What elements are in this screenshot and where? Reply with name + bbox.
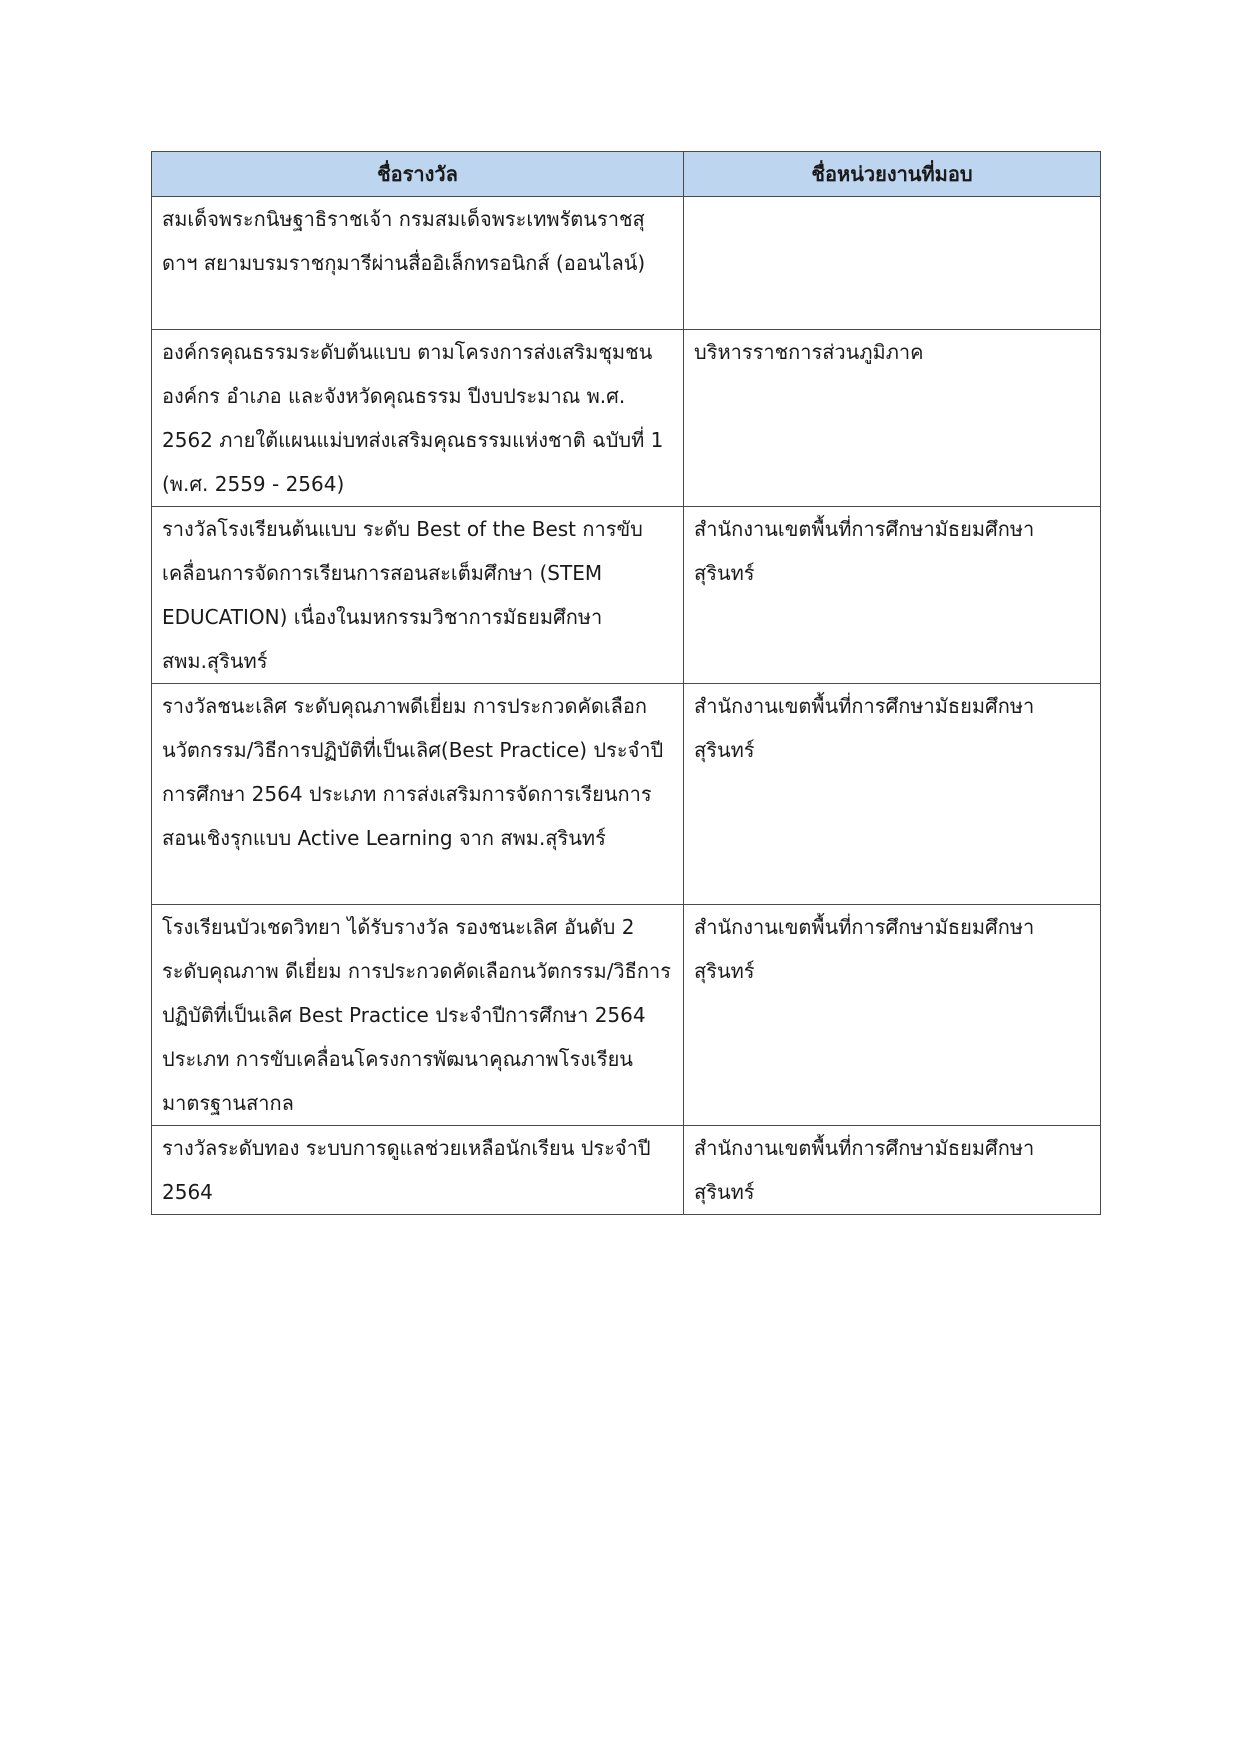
table-row xyxy=(152,905,1101,1126)
table-row xyxy=(152,1126,1101,1215)
table-row xyxy=(152,197,1101,330)
agency-cell: สำนักงานเขตพื้นที่การศึกษามัธยมศึกษาสุรินทร์ xyxy=(684,507,1101,684)
header-row xyxy=(152,152,1101,197)
table-body xyxy=(152,197,1101,1215)
header-award-name: ชื่อรางวัล xyxy=(152,152,684,197)
table-row xyxy=(152,330,1101,507)
award-cell: โรงเรียนบัวเชดวิทยา ได้รับรางวัล รองชนะเลิศ อันดับ 2 ระดับคุณภาพ ดีเยี่ยม การประกวดคัดเลือกนวัตกรรม/วิธีการปฏิบัติที่เป็นเลิศ Best Practice ประจำปีการศึกษา 2564 ประเภท การขับเคลื่อนโครงการพัฒนาคุณภาพโรงเรียนมาตรฐานสากล xyxy=(152,905,684,1126)
award-cell: องค์กรคุณธรรมระดับต้นแบบ ตามโครงการส่งเสริมชุมชน องค์กร อำเภอ และจังหวัดคุณธรรม ปีงบประมาณ พ.ศ. 2562 ภายใต้แผนแม่บทส่งเสริมคุณธรรมแห่งชาติ ฉบับที่ 1 (พ.ศ. 2559 - 2564) xyxy=(152,330,684,507)
award-cell: สมเด็จพระกนิษฐาธิราชเจ้า กรมสมเด็จพระเทพรัตนราชสุดาฯ สยามบรมราชกุมารีผ่านสื่ออิเล็กทรอนิกส์ (ออนไลน์) xyxy=(152,197,684,330)
award-cell: รางวัลโรงเรียนต้นแบบ ระดับ Best of the Best การขับเคลื่อนการจัดการเรียนการสอนสะเต็มศึกษา (STEM EDUCATION) เนื่องในมหกรรมวิชาการมัธยมศึกษา สพม.สุรินทร์ xyxy=(152,507,684,684)
awards-table xyxy=(151,151,1101,1215)
agency-cell: สำนักงานเขตพื้นที่การศึกษามัธยมศึกษาสุรินทร์ xyxy=(684,905,1101,1126)
award-cell: รางวัลชนะเลิศ ระดับคุณภาพดีเยี่ยม การประกวดคัดเลือกนวัตกรรม/วิธีการปฏิบัติที่เป็นเลิศ(Best Practice) ประจำปีการศึกษา 2564 ประเภท การส่งเสริมการจัดการเรียนการสอนเชิงรุกแบบ Active Learning จาก สพม.สุรินทร์ xyxy=(152,684,684,905)
agency-cell xyxy=(684,197,1101,330)
table-row xyxy=(152,684,1101,905)
agency-cell: สำนักงานเขตพื้นที่การศึกษามัธยมศึกษาสุรินทร์ xyxy=(684,684,1101,905)
award-cell: รางวัลระดับทอง ระบบการดูแลช่วยเหลือนักเรียน ประจำปี 2564 xyxy=(152,1126,684,1215)
table-header xyxy=(152,152,1101,197)
agency-cell: สำนักงานเขตพื้นที่การศึกษามัธยมศึกษาสุรินทร์ xyxy=(684,1126,1101,1215)
agency-cell: บริหารราชการส่วนภูมิภาค xyxy=(684,330,1101,507)
table-row xyxy=(152,507,1101,684)
header-agency-name: ชื่อหน่วยงานที่มอบ xyxy=(684,152,1101,197)
